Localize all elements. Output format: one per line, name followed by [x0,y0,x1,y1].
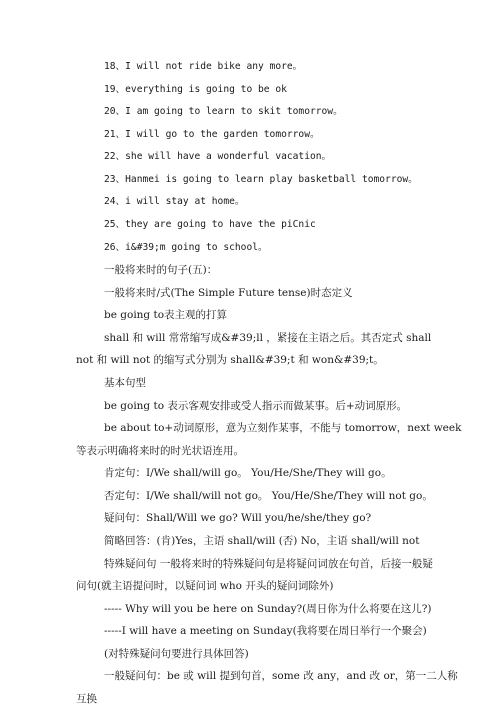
text-line-23: 特殊疑问句 一般将来时的特殊疑问句是将疑问词放在句首，后接一般疑 [104,557,433,570]
text-line-17: be about to+动词原形，意为立刻作某事，不能与 tomorrow，next week [104,422,462,435]
text-line-24: 问句(就主语提问时，以疑问词 who 开头的疑问词除外) [76,580,334,593]
text-line-22: 简略回答：(肯)Yes，主语 shall/will (否) No，主语 shall/will not [104,535,420,547]
text-line-20: 否定句：I/We shall/will not go。 You/He/She/They will not go。 [104,489,433,502]
text-line-5: 22、she will have a wonderful vacation。 [104,151,332,163]
text-line-26: -----I will have a meeting on Sunday(我将要在周日举行一个聚会) [104,625,427,638]
text-line-29: 互换 [76,693,97,705]
text-line-21: 疑问句：Shall/Will we go? Will you/he/she/they go? [104,512,372,525]
text-line-27: (对特殊疑问句要进行具体回答) [104,647,249,660]
text-line-14: not 和 will not 的缩写式分别为 shall&#39;t 和 won&#39;t。 [76,354,384,367]
text-line-2: 19、everything is going to be ok [104,83,287,95]
text-line-28: 一般疑问句：be 或 will 提到句首，some 改 any，and 改 or，第一二人称 [104,670,458,683]
text-line-7: 24、i will stay at home。 [104,196,245,208]
text-line-19: 肯定句：I/We shall/will go。 You/He/She/They will go。 [104,467,392,480]
text-line-9: 26、i&#39;m going to school。 [104,241,268,253]
text-line-25: ----- Why will you be here on Sunday?(周日你为什么将要在这儿?) [104,602,432,615]
text-line-11: 一般将来时/式(The Simple Future tense)时态定义 [104,286,353,299]
text-line-16: be going to 表示客观安排或受人指示而做某事。后+动词原形。 [104,399,408,412]
text-line-15: 基本句型 [104,377,146,389]
text-line-13: shall 和 will 常常缩写成&#39;ll ，紧接在主语之后。其否定式 shall [104,331,432,344]
text-line-18: 等表示明确将来时的时光状语连用。 [76,444,244,457]
text-line-4: 21、I will go to the garden tomorrow。 [104,128,320,140]
text-line-8: 25、they are going to have the piCnic [104,219,316,230]
text-line-10: 一般将来时的句子(五)： [104,264,218,277]
text-line-1: 18、I will not ride bike any more。 [104,61,303,72]
text-line-3: 20、I am going to learn to skit tomorrow。 [104,106,343,118]
text-line-6: 23、Hanmei is going to learn play basketball tomorrow。 [104,173,418,185]
text-line-12: be going to表主观的打算 [104,309,228,322]
